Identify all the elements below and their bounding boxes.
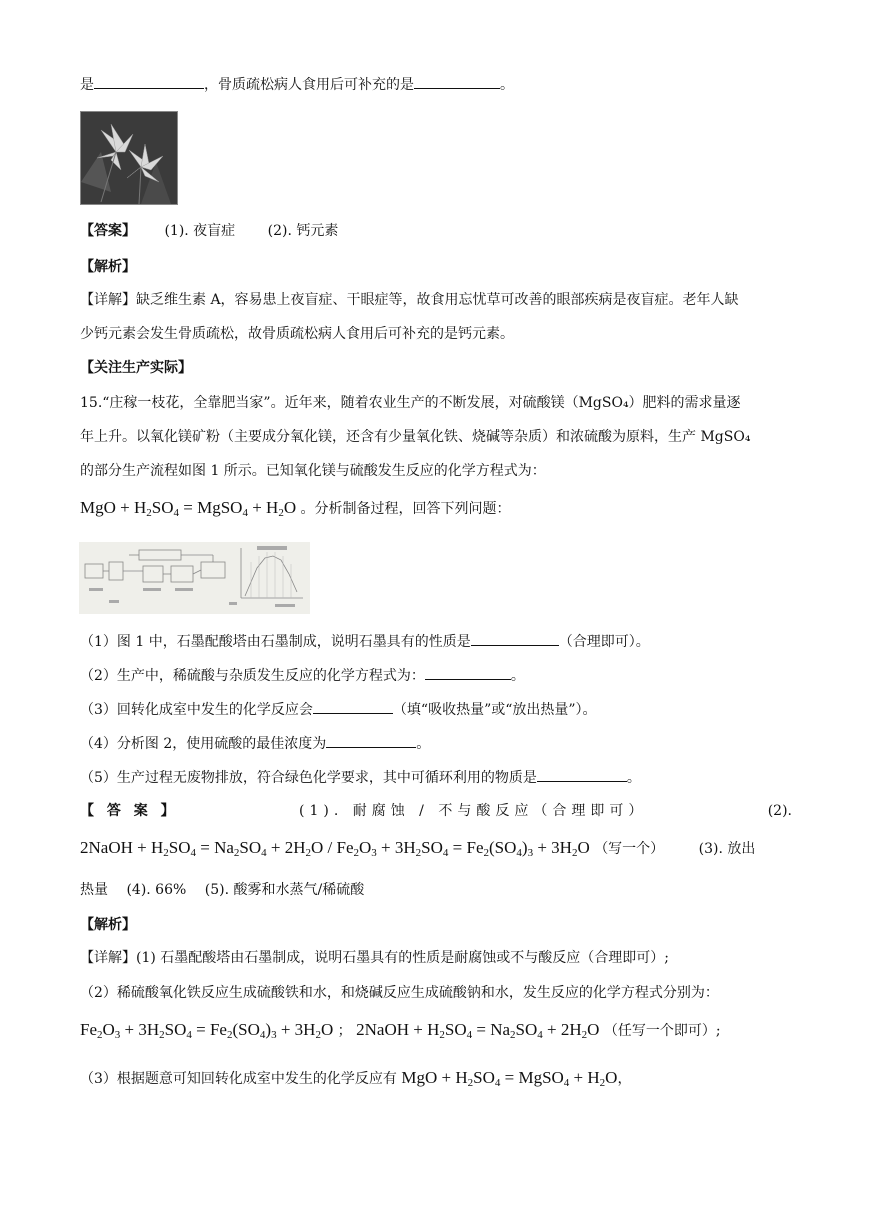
detail-text-3 bbox=[80, 1068, 631, 1093]
answer-blank bbox=[537, 767, 627, 782]
answer-blank bbox=[414, 74, 500, 89]
text-fragment: （1）图 1 中，石墨配酸塔由石墨制成，说明石墨具有的性质是 bbox=[80, 634, 471, 650]
subquestion-3 bbox=[80, 699, 597, 720]
text-fragment: （任写一个即可）; bbox=[603, 1023, 721, 1039]
text-fragment: （5）生产过程无废物排放，符合绿色化学要求，其中可循环利用的物质是 bbox=[80, 770, 537, 786]
text-fragment: 是 bbox=[80, 77, 94, 93]
text-fragment: 。分析制备过程，回答下列问题： bbox=[300, 501, 511, 517]
answer-line bbox=[80, 221, 338, 241]
answer-item: (2). bbox=[767, 803, 792, 819]
subquestion-1 bbox=[80, 631, 650, 652]
question-text: 的部分生产流程如图 1 所示。已知氧化镁与硫酸发生反应的化学方程式为： bbox=[80, 463, 546, 479]
detail-text: 【详解】缺乏维生素 A，容易患上夜盲症、干眼症等，故食用忘忧草可改善的眼部疾病是夜盲症。老年人缺 bbox=[80, 292, 739, 308]
equation-naoh: 2NaOH + $H_2SO_4 = Na_2SO_4 + 2H_2O$ bbox=[356, 1020, 600, 1041]
equation-naoh-fe2o3: 2NaOH + $H_2SO_4 = Na_2SO_4 + 2H_2O / Fe_2O_3 + 3H_2SO_4 = Fe_2(SO_4)_3 + 3H_2O$ bbox=[80, 838, 590, 859]
answer-item: (1). 夜盲症 bbox=[164, 223, 236, 239]
subquestion-4 bbox=[80, 733, 430, 754]
detail-text: （2）稀硫酸氧化铁反应生成硫酸铁和水，和烧碱反应生成硫酸钠和水，发生反应的化学方程式分别为： bbox=[80, 985, 719, 1001]
subquestion-2 bbox=[80, 665, 525, 686]
answer-text: 热量 (4). 66% (5). 酸雾和水蒸气/稀硫酸 bbox=[80, 882, 365, 898]
text-fragment: （合理即可）。 bbox=[558, 634, 650, 650]
answer-blank bbox=[313, 699, 393, 714]
answer-line bbox=[80, 801, 792, 821]
answer-equation-line bbox=[80, 838, 755, 863]
text-fragment: ； bbox=[337, 1023, 352, 1039]
question-text: 年上升。以氧化镁矿粉（主要成分氧化镁，还含有少量氧化铁、烧碱等杂质）和浓硫酸为原料，生产 MgSO₄ bbox=[80, 429, 751, 445]
text-fragment: 。 bbox=[510, 668, 525, 684]
answer-blank bbox=[326, 733, 416, 748]
equation-fe2o3: $Fe_2O_3 + 3H_2SO_4 = Fe_2(SO_4)_3 + 3H_2O$ bbox=[80, 1020, 334, 1041]
answer-label: 【答案】 bbox=[80, 223, 136, 239]
text-fragment: ， bbox=[617, 1071, 632, 1087]
section-title: 【关注生产实际】 bbox=[80, 360, 192, 376]
answer-blank bbox=[94, 74, 204, 89]
text-fragment: 。 bbox=[626, 770, 641, 786]
detail-text: 少钙元素会发生骨质疏松，故骨质疏松病人食用后可补充的是钙元素。 bbox=[80, 326, 514, 342]
text-fragment: （写一个） bbox=[594, 841, 665, 857]
detail-text: 【详解】(1) 石墨配酸塔由石墨制成，说明石墨具有的性质是耐腐蚀或不与酸反应（合理即可）; bbox=[80, 950, 669, 966]
answer-label: 【 答 案 】 bbox=[80, 803, 179, 819]
reaction-equation-line bbox=[80, 498, 511, 523]
text-fragment: ，骨质疏松病人食用后可补充的是 bbox=[204, 77, 414, 93]
text-fragment: （填“吸收热量”或“放出热量”）。 bbox=[392, 702, 597, 718]
lily-flower-photo bbox=[80, 111, 178, 205]
detail-equation-line bbox=[80, 1020, 721, 1045]
text-fragment: （3）回转化成室中发生的化学反应会 bbox=[80, 702, 313, 718]
subquestion-5 bbox=[80, 767, 641, 788]
text-fragment: 。 bbox=[416, 736, 431, 752]
text-fragment: （3）根据题意可知回转化成室中发生的化学反应有 bbox=[80, 1071, 397, 1087]
question-tail-line bbox=[80, 74, 514, 95]
text-fragment: 。 bbox=[500, 77, 514, 93]
answer-blank bbox=[471, 631, 559, 646]
answer-item: (2). 钙元素 bbox=[267, 223, 339, 239]
analysis-label: 【解析】 bbox=[80, 259, 136, 275]
text-fragment: （4）分析图 2，使用硫酸的最佳浓度为 bbox=[80, 736, 327, 752]
analysis-label: 【解析】 bbox=[80, 917, 136, 933]
equation-mgo-h2so4: MgO + $H_2SO_4$ = MgSO$_4$ + $H_2O$ bbox=[80, 498, 297, 519]
answer-item: (3). 放出 bbox=[698, 841, 756, 857]
process-flow-and-chart-figure bbox=[79, 542, 310, 614]
equation-mgo-h2so4: MgO + $H_2SO_4$ = MgSO$_4$ + $H_2O$ bbox=[401, 1068, 618, 1089]
question-text: 15.“庄稼一枝花，全靠肥当家”。近年来，随着农业生产的不断发展，对硫酸镁（MgSO₄）肥料的需求量逐 bbox=[80, 395, 741, 411]
answer-item: (1). 耐腐蚀 / 不与酸反应（合理即可） bbox=[298, 803, 648, 819]
text-fragment: （2）生产中，稀硫酸与杂质发生反应的化学方程式为： bbox=[80, 668, 425, 684]
answer-blank bbox=[425, 665, 511, 680]
